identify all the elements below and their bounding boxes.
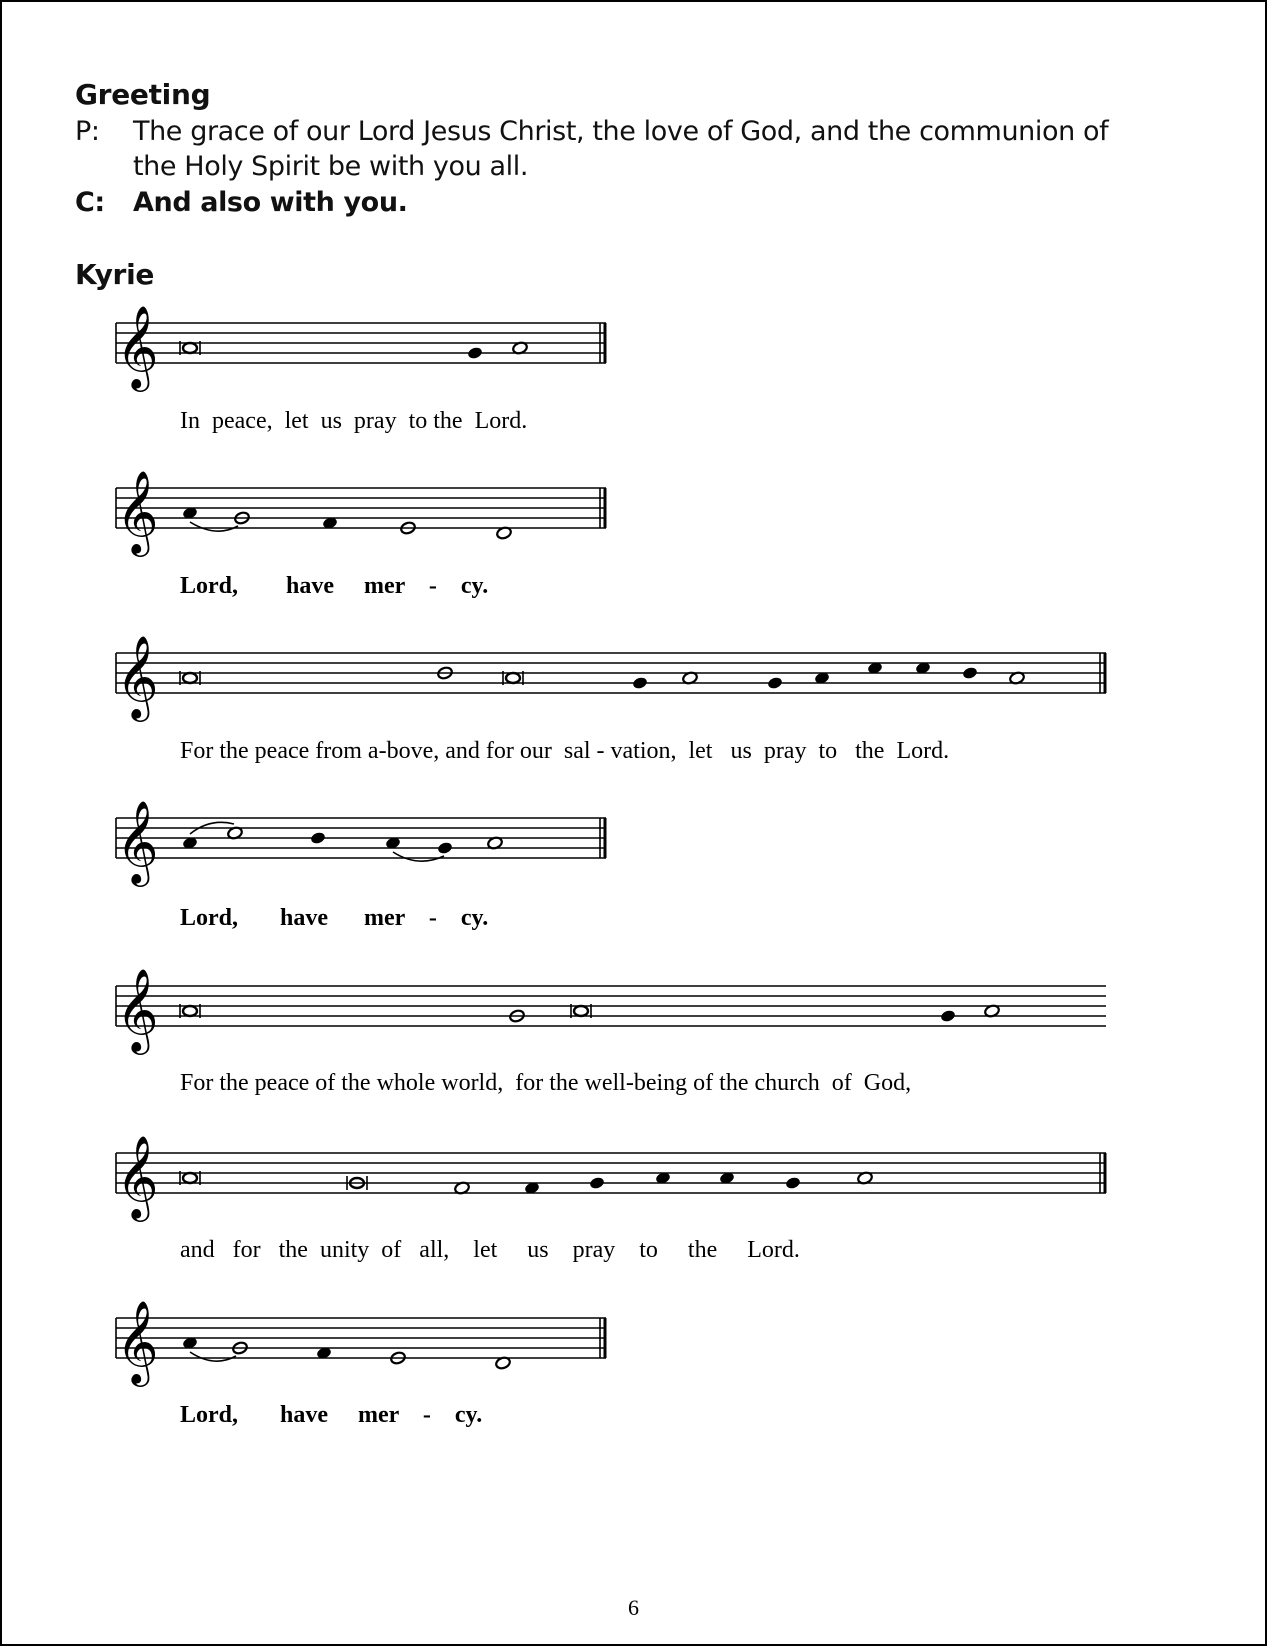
pastor-line-2 — [133, 151, 528, 182]
music-staff-4 — [110, 800, 610, 900]
kyrie-lyrics-6: and for the unity of all, let us pray to the Lord. — [180, 1237, 800, 1263]
treble-clef-icon: 𝄞 — [116, 469, 159, 553]
congregation-text: And also with you. — [133, 187, 408, 218]
music-staff-6 — [110, 1135, 1110, 1235]
kyrie-heading: Kyrie — [75, 258, 155, 291]
treble-clef-icon: 𝄞 — [116, 1134, 159, 1218]
note — [310, 831, 327, 845]
slur — [393, 852, 444, 861]
kyrie-lyrics-2: Lord, have mer - cy. — [180, 573, 489, 599]
music-staff-1 — [110, 305, 610, 405]
note — [632, 676, 649, 690]
music-staff-7 — [110, 1300, 610, 1400]
note — [962, 666, 979, 680]
staff-lines — [116, 653, 1106, 693]
note — [767, 676, 784, 690]
kyrie-lyrics-5: For the peace of the whole world, for the well-being of the church of God, — [180, 1070, 912, 1096]
note — [940, 1009, 957, 1023]
kyrie-lyrics-1: In peace, let us pray to the Lord. — [180, 408, 528, 434]
music-staff-3 — [110, 635, 1110, 735]
treble-clef-icon: 𝄞 — [116, 1299, 159, 1383]
pastor-text-1: The grace of our Lord Jesus Christ, the love of God, and the communion of — [133, 116, 1109, 147]
kyrie-lyrics-3: For the peace from a-bove, and for our sal - vation, let us pray to the Lord. — [180, 738, 950, 764]
slur — [190, 1352, 236, 1361]
music-staff-5 — [110, 968, 1110, 1068]
congregation-line — [75, 187, 408, 218]
note — [437, 841, 454, 855]
note — [467, 346, 484, 360]
pastor-label: P: — [75, 116, 100, 147]
note — [785, 1176, 802, 1190]
congregation-label: C: — [75, 187, 105, 218]
music-staff-2 — [110, 470, 610, 570]
treble-clef-icon: 𝄞 — [116, 967, 159, 1051]
slur — [190, 522, 238, 531]
note — [589, 1176, 606, 1190]
kyrie-lyrics-7: Lord, have mer - cy. — [180, 1402, 483, 1428]
greeting-heading: Greeting — [75, 78, 211, 111]
treble-clef-icon: 𝄞 — [116, 304, 159, 388]
pastor-text-2: the Holy Spirit be with you all. — [133, 151, 529, 182]
staff-lines — [116, 1153, 1106, 1193]
pastor-line-1 — [75, 116, 1108, 147]
treble-clef-icon: 𝄞 — [116, 634, 159, 718]
staff-lines — [116, 986, 1106, 1026]
page-number: 6 — [628, 1595, 639, 1620]
kyrie-lyrics-4: Lord, have mer - cy. — [180, 905, 489, 931]
treble-clef-icon: 𝄞 — [116, 799, 159, 883]
